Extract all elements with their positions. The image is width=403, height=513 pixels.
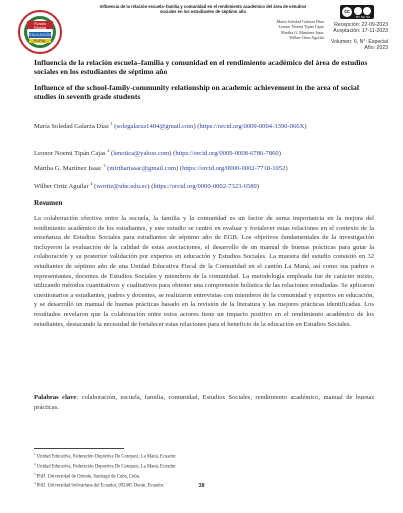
abstract-body: La colaboración efectiva entre la escuela, la familia y la comunidad es un factor de suma importancia en la mejora del rendimiento académico de los estudiantes, y este estudio se centró en evaluar y fortalecer estas relaciones en el contexto de la enseñanza de Estudios Sociales para estudiantes de séptimo año de EGB. Los objetivos fundamentales de la investigación incluyeron la evaluación de la calidad de estas asociaciones, el desarrollo de un manual de buenas prácticas para guiar la colaboración y su posterior validación por expertos en educación y Estudios Sociales. La muestra del estudio consistió en 32 estudiantes de séptimo año de una Unidad Educativa Fiscal de la Comunidad en el cantón La Maná, así como sus padres o representantes, docentes de Estudios Sociales y miembros de la comunidad. La metodología empleada fue de carácter mixto, utilizando métodos cuantitativos y cualitativos para obtener una comprensión holística de las relaciones estudiadas. Se aplicaron cuestionarios a estudiantes, padres y docentes, se realizaron entrevistas con miembros de la comunidad y expertos en educación, y se desarrolló un manual de buenas prácticas basado en la revisión de la literatura y las mejores prácticas identificadas. Los resultados revelaron que la colaboración entre estos actores tiene un impacto positivo en el rendimiento académico de los estudiantes, destacando la necesidad de fortalecer estas relaciones para el beneficio de la educación en Estudios Sociales. xyxy=(34,215,374,328)
footnote-text: Unidad Educativa, Federación Deportiva De Cotopaxi, La Maná, Ecuador. xyxy=(35,454,177,460)
author-name: Martha G. Martínez Isaac xyxy=(34,165,102,173)
author-line: Wilber Ortiz Aguilar $^4$ (wortiz@ube.edu.ec) (https://orcid.org/0000-0002-7323-6589) xyxy=(34,181,259,191)
author-sup: 3 xyxy=(103,163,106,168)
running-author: Leonor Noemi Tipán Cajas xyxy=(278,24,324,30)
author-sup: 1 xyxy=(110,121,113,126)
author-orcid-link[interactable]: https://orcid.org/0000-0002-7718-1052 xyxy=(182,165,286,173)
keywords-label: Palabras clave xyxy=(34,394,77,401)
footnote-sup: 2 xyxy=(34,461,36,466)
title-english: Influence of the school-family-community relationship on academic achievement in the area of social studies in seventh grade students xyxy=(34,83,359,102)
title-spanish: Influencia de la relación escuela–familia y comunidad en el rendimiento académico del área de estudios sociales en los estudiantes de séptimo año xyxy=(34,58,368,77)
keywords xyxy=(34,393,374,412)
acceptance-date: Aceptación: 17-11-2023 xyxy=(333,28,388,35)
logo-text-1: Ruralía xyxy=(34,22,46,26)
page-number: 38 xyxy=(198,483,205,489)
running-author: María Soledad Galarza Díaz xyxy=(276,19,324,24)
author-line: Martha G. Martínez Isaac $^3$ (mirtharisaac@gmail.com) (https://orcid.org/0000-0002-7718-1052) xyxy=(34,163,288,173)
author-line: Leonor Noemi Tipán Cajas $^2$ (lenotica@yahoo.com) (https://orcid.org/0009-0008-6786-7860) xyxy=(34,148,281,158)
logo-text-4: RURAL xyxy=(33,39,47,43)
footnote-sup: 4 xyxy=(34,481,36,486)
running-author: Wilber Ortiz Aguilar xyxy=(289,35,324,41)
volume-info: Volumen: 6, N°: Especial xyxy=(330,38,388,45)
author-sup: 2 xyxy=(107,148,110,153)
running-author: Martha G. Martínez Isaac xyxy=(280,29,324,35)
reception-date: Recepción: 22-09-2023 xyxy=(334,22,388,28)
abstract-heading: Resumen xyxy=(34,199,63,207)
footnote xyxy=(34,471,374,481)
keywords-text: : colaboración, escuela, familia, comunidad, Estudios Sociales, rendimiento académico, manual de buenas prácticas. xyxy=(34,394,374,411)
footnote-text: PhD. Universidad de Oriente, Santiago de Cuba, Cuba. xyxy=(35,474,141,480)
author-email-link[interactable]: mirtharisaac@gmail.com xyxy=(109,165,177,173)
cc-icon: cc xyxy=(342,7,352,17)
article-meta xyxy=(318,22,388,52)
author-name: María Soledad Galarza Díaz xyxy=(34,123,109,131)
author-sup: 4 xyxy=(90,181,93,186)
running-authors xyxy=(230,19,324,41)
journal-logo xyxy=(18,10,62,54)
footnote-sup: 1 xyxy=(34,452,36,456)
author-email-link[interactable]: solegalarza1404@gmail.com xyxy=(116,123,194,131)
author-orcid-link[interactable]: https://orcid.org/0009-0008-6786-7860 xyxy=(175,150,279,158)
license-label: BY NC SA xyxy=(356,15,370,19)
author-name: Leonor Noemi Tipán Cajas xyxy=(34,150,106,158)
author-orcid-link[interactable]: https://orcid.org/0000-0002-7323-6589 xyxy=(153,183,257,191)
footnote-text: PhD. Universidad bolivariana del Ecuador, 092405 Durán, Ecuador. xyxy=(35,483,165,489)
author-line: María Soledad Galarza Díaz $^1$ (solegalarza1404@gmail.com) (https://orcid.org/0009-0004-3390-066X) xyxy=(34,121,307,131)
by-icon xyxy=(354,7,362,15)
author-email-link[interactable]: wortiz@ube.edu.ec xyxy=(96,183,148,191)
footnote-sup: 3 xyxy=(34,471,36,476)
author-orcid-link[interactable]: https://orcid.org/0009-0004-3390-066X xyxy=(199,123,305,131)
year-info: Año: 2023 xyxy=(364,45,388,52)
logo-text-2: Revista xyxy=(34,26,46,30)
running-title: Influencia de la relación escuela–familia y comunidad en el rendimiento académico del área de estudios sociales en los estudiantes de séptimo año xyxy=(99,4,307,15)
author-email-link[interactable]: lenotica@yahoo.com xyxy=(113,150,170,158)
nc-icon xyxy=(363,7,371,15)
author-name: Wilber Ortiz Aguilar xyxy=(34,183,89,191)
creative-commons-badge[interactable] xyxy=(340,5,374,19)
footnote xyxy=(34,461,374,471)
logo-text-3: EDUCACIÓN xyxy=(29,33,51,37)
footnote xyxy=(34,451,374,461)
footnote-divider xyxy=(34,448,124,449)
footnote-text: Unidad Educativa, Federación Deportiva De Cotopaxi, La Maná, Ecuador. xyxy=(35,464,177,470)
